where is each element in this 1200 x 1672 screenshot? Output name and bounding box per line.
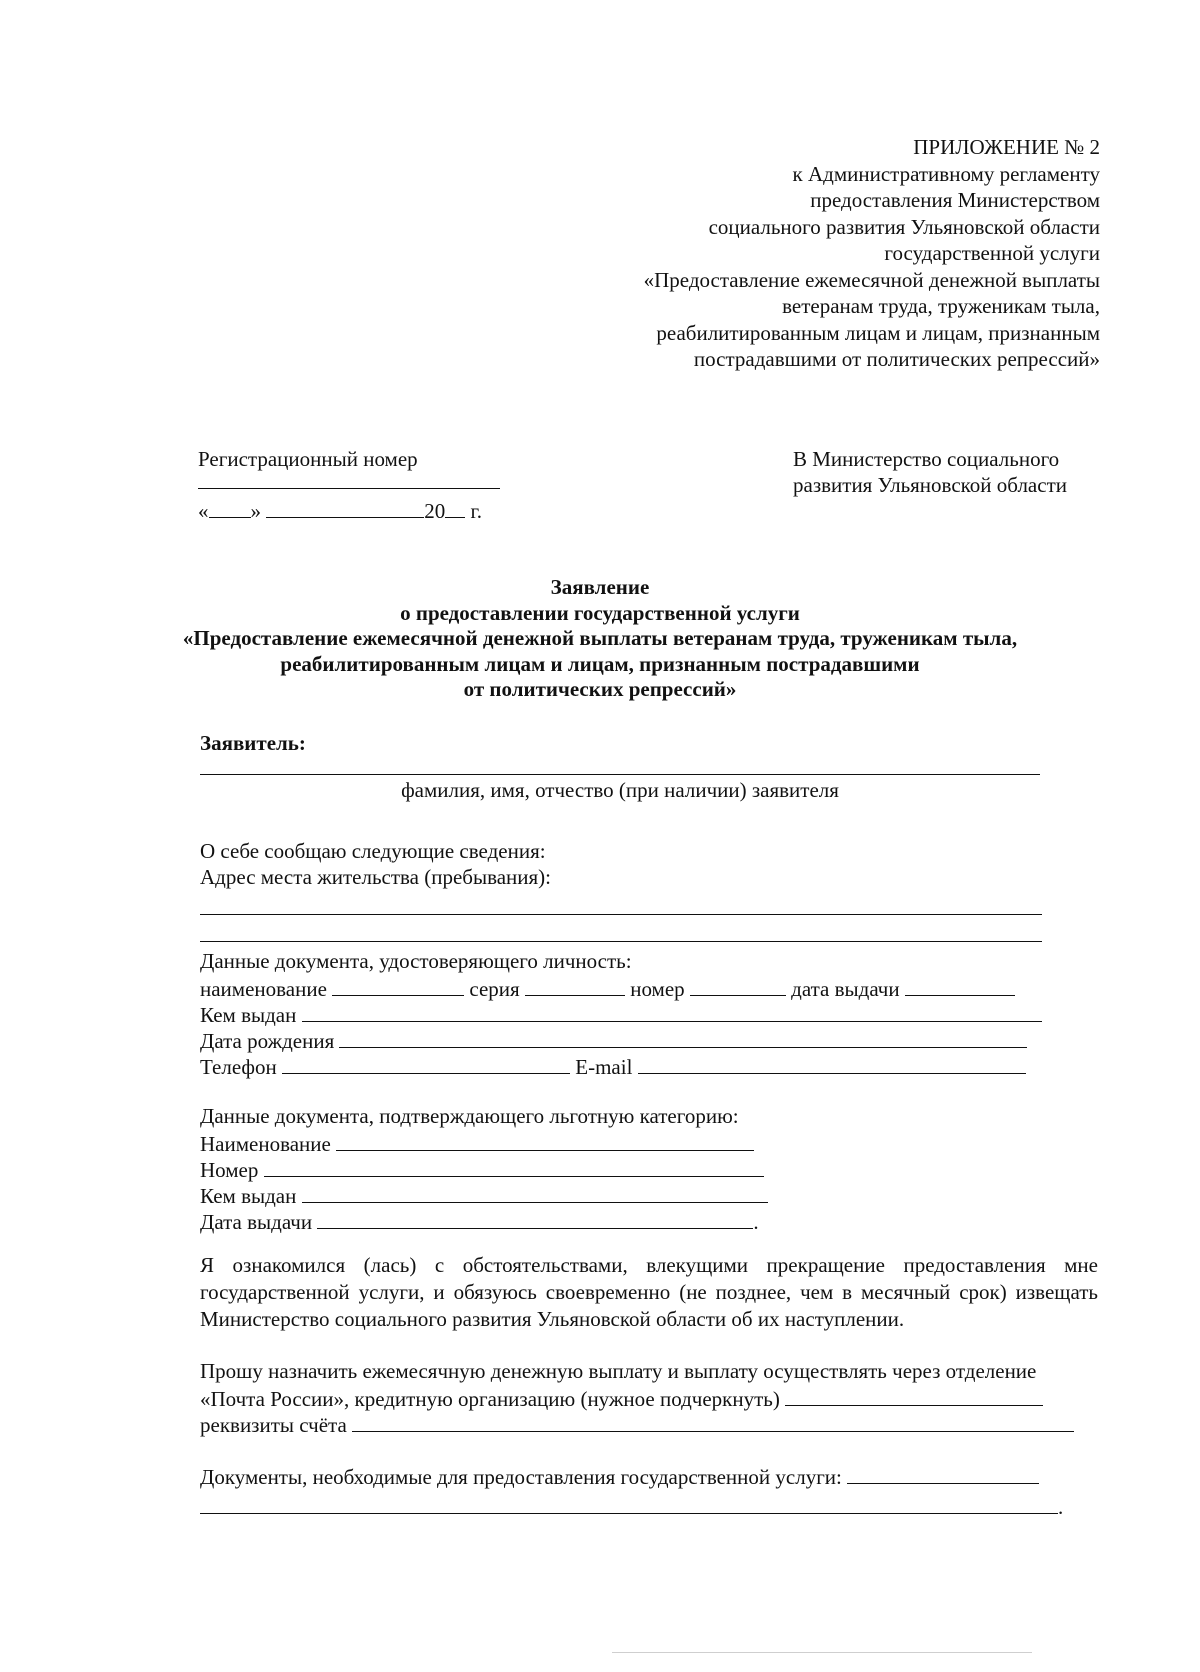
identity-number-field[interactable]	[690, 974, 786, 996]
title-line: «Предоставление ежемесячной денежной выплаты ветеранам труда, труженикам тыла,	[182, 626, 1018, 650]
identity-issued-by-field[interactable]	[302, 1000, 1042, 1022]
annex-header	[400, 134, 1100, 373]
address-field-1[interactable]	[200, 914, 1042, 915]
about-section	[200, 838, 1100, 942]
identity-issued-by-label: Кем выдан	[200, 1003, 297, 1027]
benefit-name-label: Наименование	[200, 1132, 331, 1156]
date-year-prefix: 20	[424, 499, 446, 523]
benefit-issue-date-field[interactable]	[317, 1207, 753, 1229]
registration-number-field[interactable]	[198, 488, 500, 489]
title-line: реабилитированным лицам и лицам, признанным пострадавшими	[280, 651, 920, 676]
date-year-suffix: г.	[470, 499, 482, 523]
recipient-block	[793, 446, 1093, 498]
annex-line: реабилитированным лицам и лицам, признанным	[656, 320, 1100, 345]
annex-line: социального развития Ульяновской области	[708, 214, 1100, 239]
scan-artifact-line	[612, 1652, 1032, 1653]
title-line: о предоставлении государственной услуги	[400, 600, 800, 625]
annex-line: пострадавшими от политических репрессий»	[693, 347, 1100, 371]
email-label: E-mail	[575, 1055, 633, 1079]
title-line: от политических репрессий»	[463, 677, 737, 701]
date-open-quote: «	[198, 499, 209, 523]
benefit-issued-by-label: Кем выдан	[200, 1184, 297, 1208]
benefit-end-dot: .	[753, 1210, 759, 1234]
applicant-section	[200, 730, 1100, 803]
identity-doc-heading: Данные документа, удостоверяющего личность:	[200, 949, 632, 973]
identity-number-label: номер	[630, 977, 685, 1001]
acknowledgement-text: Я ознакомился (лась) с обстоятельствами, влекущими прекращение предоставления мне государственной услуги, и обязуюсь своевременно (не позднее, чем в месячный срок) извещать Министерство социального развития Ульяновской области об их наступлении.	[200, 1253, 1098, 1331]
recipient-line: В Министерство социального	[793, 447, 1060, 471]
recipient-line: развития Ульяновской области	[793, 473, 1067, 497]
annex-line: предоставления Министерством	[810, 188, 1100, 212]
benefit-issue-date-label: Дата выдачи	[200, 1210, 313, 1234]
phone-field[interactable]	[282, 1052, 570, 1074]
acknowledgement-section	[200, 1252, 1100, 1333]
registration-label: Регистрационный номер	[198, 447, 418, 471]
identity-doc-row-3	[200, 1026, 1100, 1052]
applicant-label: Заявитель:	[200, 731, 306, 755]
benefit-doc-section	[200, 1103, 1100, 1233]
payment-method-field[interactable]	[785, 1384, 1043, 1406]
about-intro: О себе сообщаю следующие сведения:	[200, 839, 546, 863]
documents-line-2	[200, 1492, 1100, 1518]
birth-date-field[interactable]	[339, 1026, 1027, 1048]
annex-line: ПРИЛОЖЕНИЕ № 2	[913, 135, 1100, 159]
email-field[interactable]	[638, 1052, 1026, 1074]
identity-issue-date-label: дата выдачи	[791, 977, 900, 1001]
payment-line-1: Прошу назначить ежемесячную денежную выплату и выплату осуществлять через отделение	[200, 1359, 1037, 1383]
benefit-doc-row-2	[200, 1155, 1100, 1181]
identity-name-field[interactable]	[332, 974, 464, 996]
address-field-2[interactable]	[200, 941, 1042, 942]
address-label: Адрес места жительства (пребывания):	[200, 865, 552, 889]
annex-line: к Административному регламенту	[792, 161, 1100, 186]
document-title	[100, 574, 1100, 702]
documents-end-dot: .	[1058, 1495, 1064, 1519]
phone-label: Телефон	[200, 1055, 277, 1079]
payment-method-label: «Почта России», кредитную организацию (нужное подчеркнуть)	[200, 1387, 780, 1411]
documents-label: Документы, необходимые для предоставления государственной услуги:	[200, 1465, 842, 1489]
benefit-issued-by-field[interactable]	[302, 1181, 768, 1203]
benefit-name-field[interactable]	[336, 1129, 754, 1151]
annex-line: «Предоставление ежемесячной денежной выплаты	[643, 267, 1100, 292]
documents-section	[200, 1462, 1100, 1518]
documents-field-1[interactable]	[847, 1462, 1039, 1484]
birth-date-label: Дата рождения	[200, 1029, 335, 1053]
date-month-field[interactable]	[266, 496, 424, 518]
identity-doc-row-2	[200, 1000, 1100, 1026]
identity-name-label: наименование	[200, 977, 327, 1001]
annex-line: ветеранам труда, труженикам тыла,	[782, 294, 1100, 318]
registration-date	[198, 496, 482, 524]
requisites-label: реквизиты счёта	[200, 1413, 347, 1437]
benefit-doc-row-1	[200, 1129, 1100, 1155]
payment-line-3	[200, 1410, 1100, 1436]
documents-field-2[interactable]	[200, 1492, 1058, 1514]
date-year-field[interactable]	[445, 496, 465, 518]
registration-block	[198, 446, 518, 523]
identity-series-field[interactable]	[525, 974, 625, 996]
title-line: Заявление	[550, 575, 650, 599]
identity-issue-date-field[interactable]	[905, 974, 1015, 996]
documents-line-1	[200, 1462, 1100, 1488]
benefit-doc-row-3	[200, 1181, 1100, 1207]
date-close-quote: »	[250, 499, 261, 523]
applicant-name-field[interactable]	[200, 774, 1040, 775]
annex-line: государственной услуги	[884, 241, 1100, 265]
date-day-field[interactable]	[209, 496, 251, 518]
applicant-name-caption: фамилия, имя, отчество (при наличии) заявителя	[401, 778, 839, 802]
payment-line-2	[200, 1384, 1100, 1410]
payment-section	[200, 1358, 1100, 1436]
benefit-doc-heading: Данные документа, подтверждающего льготную категорию:	[200, 1104, 739, 1128]
identity-doc-section	[200, 948, 1100, 1078]
requisites-field[interactable]	[352, 1410, 1074, 1432]
identity-doc-row-1	[200, 974, 1100, 1000]
identity-doc-row-4	[200, 1052, 1100, 1078]
benefit-number-field[interactable]	[264, 1155, 764, 1177]
benefit-number-label: Номер	[200, 1158, 259, 1182]
benefit-doc-row-4	[200, 1207, 1100, 1233]
identity-series-label: серия	[469, 977, 520, 1001]
